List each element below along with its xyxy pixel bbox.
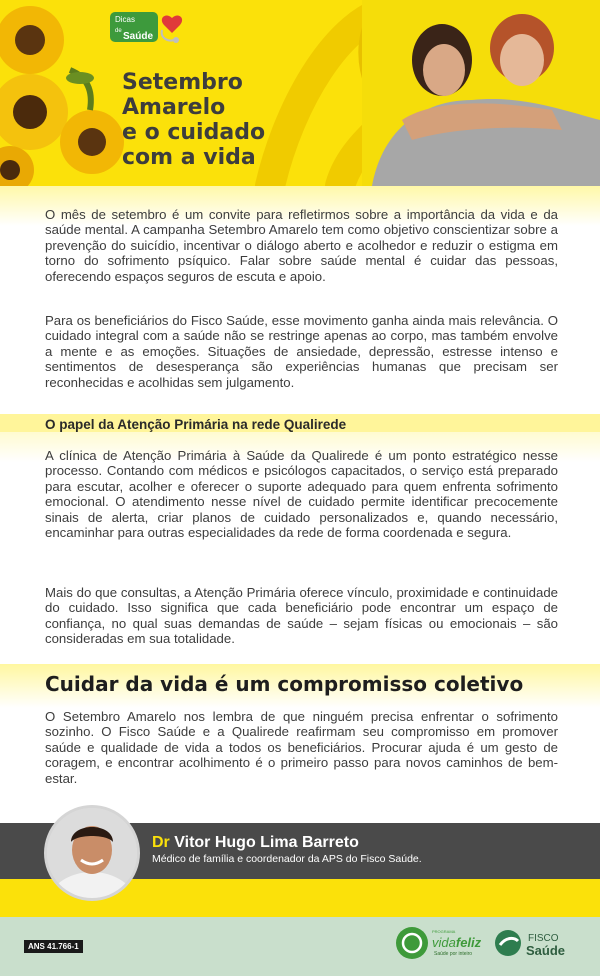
author-prefix: Dr: [152, 834, 170, 851]
hug-photo: [362, 0, 600, 186]
author-fullname: Vitor Hugo Lima Barreto: [174, 834, 359, 851]
fisco-saude-logo: [494, 925, 580, 961]
article-paragraph: Para os beneficiários do Fisco Saúde, esse movimento ganha ainda mais relevância. O cuidado integral com a saúde não se restringe apenas ao corpo, mas também envolve a mente e as emoções. Situações de ansiedade, depressão, estresse intenso e sentimentos de desesperança são experiências humanas que precisam ser reconhecidas e acolhidas sem julgamento.: [45, 313, 558, 390]
article-paragraph: O mês de setembro é um convite para refletirmos sobre a importância da vida e da saúde mental. A campanha Setembro Amarelo tem como objetivo conscientizar sobre a prevenção do suicídio, incentivar o diálogo aberto e acolhedor e reduzir o estigma em torno do sofrimento psíquico. Falar sobre saúde mental é cuidar das pessoas, oferecendo espaços seguros de escuta e apoio.: [45, 207, 558, 284]
section-heading: Cuidar da vida é um compromisso coletivo: [45, 672, 524, 696]
article-paragraph: Mais do que consultas, a Atenção Primária oferece vínculo, proximidade e continuidade do cuidado. Isso significa que cada beneficiário pode encontrar um espaço de confiança, no qual suas demandas de saúde – sejam físicas ou emocionais – são consideradas em sua totalidade.: [45, 585, 558, 647]
dicas-de-saude-logo: [110, 10, 192, 46]
author-role: Médico de família e coordenador da APS do Fisco Saúde.: [152, 853, 422, 865]
header-banner: [0, 0, 600, 186]
svg-text:de: de: [115, 28, 122, 34]
author-name: [152, 834, 359, 852]
title-line: Amarelo: [122, 95, 226, 120]
title-line: e o cuidado: [122, 120, 266, 145]
ans-badge: ANS 41.766-1: [24, 940, 83, 953]
svg-text:Saúde: Saúde: [123, 31, 154, 42]
svg-text:FISCO: FISCO: [528, 933, 559, 944]
title-line: Setembro: [122, 70, 243, 95]
vida-feliz-logo: [394, 925, 494, 961]
svg-text:PROGRAMA: PROGRAMA: [432, 929, 456, 934]
author-photo: [47, 808, 137, 898]
page-title: [122, 70, 342, 170]
svg-text:Dicas: Dicas: [115, 15, 136, 24]
author-avatar: [44, 805, 140, 901]
article-paragraph: O Setembro Amarelo nos lembra de que ninguém precisa enfrentar o sofrimento sozinho. O Fisco Saúde e a Qualirede reafirmam seu compromisso em promover saúde e qualidade de vida a todos os beneficiários. Procurar ajuda é um gesto de coragem, e encontrar acolhimento é o primeiro passo para novos caminhos de bem-estar.: [45, 709, 558, 786]
svg-text:Saúde: Saúde: [526, 943, 566, 958]
article-paragraph: A clínica de Atenção Primária à Saúde da Qualirede é um ponto estratégico nesse processo. Contando com médicos e psicólogos capacitados, o serviço está preparado para escutar, acolher e oferecer o suporte adequado para quem enfrenta sofrimento emocional. O atendimento nesse nível de cuidado permite identificar precocemente sinais de alerta, criar planos de cuidado personalizados e, quando necessário, encaminhar para outras especialidades da rede de forma coordenada e segura.: [45, 448, 558, 541]
section-subheading: O papel da Atenção Primária na rede Qualirede: [45, 417, 347, 432]
svg-text:vidafeliz: vidafeliz: [432, 935, 482, 950]
title-line: com a vida: [122, 145, 256, 170]
svg-text:Saúde por inteiro: Saúde por inteiro: [434, 951, 473, 957]
